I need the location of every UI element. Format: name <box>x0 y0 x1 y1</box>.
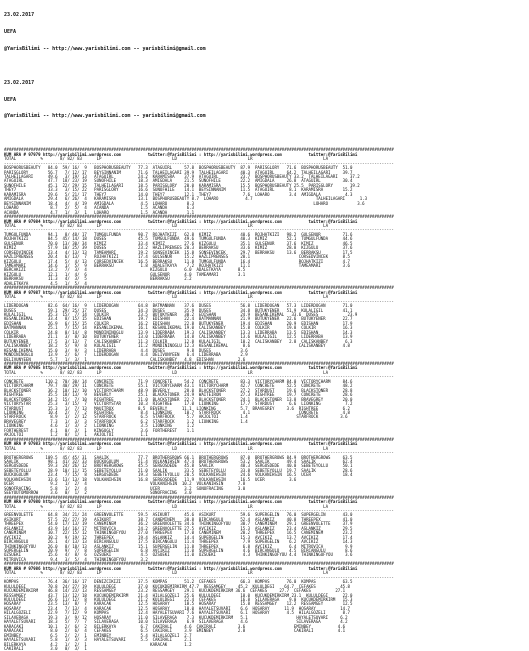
separator-dash: ---------------------------------------------------------------------------------------------------------------------------------------------------------------- <box>4 227 394 233</box>
race-column-header: TOTAL % 8/ 82/ 83 LP LD LR LA <box>4 570 329 576</box>
race-row: SONOFRACING 5.8 1/ 2/ 4 UCER 3.2 SONOFRACING 3.0 <box>4 485 246 491</box>
race-title: KUM ARA # 97979 http://yarisbilimi.wordpress.com twitter:@YarisBilimi : http://yarisbilimi.wordpress.com twitter:@YarisBilimi <box>4 151 358 157</box>
race-row: CORSEDVINCEK 23.4 4/ 13/ 13 TAMEAMARI 19.2 SONSEVINCEK 15.8 SONSEVINCEK 29.7 BERRAKSU 13.6 BERRAKSU 17.5 <box>4 249 353 255</box>
race-row: ACANDA 4.7 1/ 3/ 1 LOHARO 1.5 ACANDA 1.1 <box>4 209 195 215</box>
race-row: BILERKAYA 4.2 1/ 2/ 1 KARACAK 1.2 <box>4 641 192 647</box>
race-title: KUM ARA # 97980 http://yarisbilimi.wordpress.com twitter:@YarisBilimi : http://yarisbilimi.wordpress.com twitter:@YarisBilimi <box>4 499 358 505</box>
separator-rule: ################################################################################################################################################################ <box>4 361 394 366</box>
race-row: LIONKING 4.6 1/ 3/ 2 LIONKING 3.5 LIONKING 1.2 <box>4 423 195 429</box>
race-row: KARACAKI 10.1 2/ 6/ 2 BILERKAYA 6.7 CAKIRALI 4.6 CAKIRALI 3.6 EMINBEY 4.6 <box>4 623 346 629</box>
race-row: HAZLIPRENSES 20.4 6/ 13/ 7 ROJHATKIZI 17.4 GULSENUR 15.2 HAZLIPRENSES 20.1 CORSEDVINCEK 8.5 <box>4 254 350 260</box>
race-row: KIMIZ 57.9 10/ 25/ 39 DUSES 23.2 HAZLIPRENSES 20.3 BERRAKSU 33.6 KIMIZ 28.8 KIZGULU 37.6 <box>4 245 353 251</box>
race-row: VOLKANIHSIN 33.6 13/ 13/ 18 VOLKANIHSIN 16.8 SERGOSDEDE 11.9 VOLKANIHSIN 16.5 UCER 3.6 <box>4 476 297 482</box>
race-row: ADALETKAYA 4.5 1/ 5/ 4 <box>4 280 87 286</box>
race-row: ASIKURT 57.5 22/ 27/ 19 ASIKURT 38.7 CANEMINEM 38.8 BIRCANGULU 52.4 ASLANKIZ 40.8 THREEPEX 41.0 <box>4 516 353 522</box>
race-row: THREEPEX 54.0 17/ 13/ 19 CANEMINEM 36.2 GREENVOLETTE 34.6 THINKINGOFYOU 30.7 CANEMINEM 29.1 GREENVOLETTE 37.9 <box>4 521 353 527</box>
race-row: SEBETEYOLLU 28.9 10/ 11/ 15 SEBETEYOLLU 21.0 SAALIK 33.5 SEBETEYOLLU 33.8 SEBETEYOLLU 19.7 SAALIK 28.6 <box>4 467 353 473</box>
race-title: KUM ARA # 97983 http://yarisbilimi.wordpress.com twitter:@YarisBilimi : http://yarisbilimi.wordpress.com twitter:@YarisBilimi <box>4 441 358 447</box>
race-row: ASLANKIZ 43.9 14/ 16/ 17 MITROVICA 24.2 GREENVOLETTE 27.5 AVCIKIZ 15.3 ASLANKIZ 23.4 ASLANKIZ 29.5 <box>4 525 353 531</box>
race-column-header: TOTAL % 8/ 82/ 83 LP LD LR LA <box>4 294 329 300</box>
separator-dash: ---------------------------------------------------------------------------------------------------------------------------------------------------------------- <box>4 160 394 166</box>
race-title: KUM ARA # 97985 http://yarisbilimi.wordpress.com twitter:@YarisBilimi : http://yarisbilimi.wordpress.com twitter:@YarisBilimi <box>4 365 358 371</box>
race-row: CONCRETE 110.2 70/ 30/ 14 CONCRETE 71.9 CONCRETE 54.2 CONCRETE 83.3 VICTORYCHARM 84.0 VICTORYCHARM 84.6 <box>4 378 353 384</box>
race-row: CAKIRALI 3.0 0/ 3/ 1 <box>4 646 87 651</box>
race-row: RESSAMGEY 43.7 13/ 12/ 18 KUCUKDEMIRKIRM 21.4 HILALGOZELI 25.6 KULULDEGI 18.0 KUCUKDEMIRKIRM 23.1 KULULDEGI 22.0 <box>4 592 353 598</box>
race-row: KUCUKDEMIRKIRM 46.8 14/ 23/ 13 RESSAMGEY 23.2 RESSAMGEY 29.1 KUCUKDEMIRKIRM 36.6 CEFAKES 27.7 CEFAKES 27.1 <box>4 588 346 594</box>
race-row: KULULDEGI 26.6 11/ 12/ 8 KULULDEGI 21.2 KULULDEGI 22.4 CEFAKES 16.8 SILAVERAGA 9.0 KUCUKDEMIRKIRM 15.3 <box>4 597 353 603</box>
race-row: BIRCANGULU 26.1 4/ 13/ 13 BIRCANGULU 17.5 BIRCANGULU 11.4 THREEPEX 7.9 SUPERGELIN 6.2 AVCIKIZ 14.3 <box>4 539 353 545</box>
race-row: BEYSINNANIM 18.4 4/ 4/ 19 AMIGDALA 4.5 LOHARO 8.3 LOHARO 3.6 <box>4 200 365 206</box>
race-column-header: TOTAL % 8/ 82/ 83 LP LD LR LA <box>4 445 329 451</box>
race-row: HOSARAY 23.4 7/ 13/ 4 KARACAK 12.5 HOSARAY 18.0 HAYALETSUVARI 6.6 HOSARAY 11.9 HOSARAY 14.7 <box>4 605 350 611</box>
document-header <box>0 0 529 148</box>
race-block <box>4 438 525 496</box>
race-row: OZSUEKI 15.6 4/ 8/ 6 OZSUEKI 4.5 OZSUEKI 11.0 OZSUEKI 4.3 THINKINGOFYOU 4.4 THINKINGOFYOU 3.6 <box>4 552 353 558</box>
race-row: FORTHEREST 4.1 0/ 3/ 1 KINGUGLY 3.6 FORTHEREST 1.1 <box>4 427 195 433</box>
race-row: GULSENUR 70.0 13/ 30/ 34 KIMIZ 33.4 KIMIZ 27.6 KIZGULU 35.1 GULSENUR 37.6 KIMIZ 46.5 <box>4 240 353 246</box>
race-row: UCER 9.2 1/ 2/ 4 VOLKANIHSIN 10.2 VOLKANIHSIN 7.8 <box>4 481 246 487</box>
race-row: SAALIK 98.1 41/ 32/ 33 BUCKUGULUM 51.4 VOLKANIHSIN 47.4 BROTHERGROWS 53.2 SAALIK 49.4 SAALIK 62.4 <box>4 458 353 464</box>
source-line-2: @YarisBilimi -- http://www.yarisbilimi.com -- yarisbilimi@gmail.com <box>4 113 206 120</box>
race-row: KESANLIKEMAL 33.4 8/ 15/ 15 EDISHAN 19.7 EDISHAN 22.4 BATMANNAN 21.9 BUTUKYENER 22.6 BUTUKYENER 22.7 <box>4 316 353 322</box>
race-block <box>4 215 525 286</box>
race-row: SUPERGELIN 20.9 9/ 7/ 8 SUPERGELIN 6.8 AVCIKIZ 11.0 SUPERGELIN 4.6 BIRCANGULU 4.5 BIRCANGULU 8.6 <box>4 548 353 554</box>
race-row: GREENVOLETTE 64.8 34/ 21/ 24 GREENVOLETTE 59.5 ASIKURT 45.6 ASIKURT 59.6 SUPERGELIN 76.0 SUPERGELIN 43.0 <box>4 512 353 518</box>
competition-line: UEFA <box>4 28 17 35</box>
separator-dash: ---------------------------------------------------------------------------------------------------------------------------------------------------------------- <box>4 574 394 580</box>
race-row: DELIVUNYEEN 5.7 1/ 3/ 1 CALISKANBEY 4.8 EDISHAN 2.6 <box>4 356 246 362</box>
race-row: STARFROCK 8.9 1/ 2/ 12 STARFROCK 6.5 STARFROCK 5.7 AKJOLTOI 1.4 STARFROCK 3.6 <box>4 414 348 420</box>
race-title: KUM ARA # 97987 http://yarisbilimi.wordpress.com twitter:@YarisBilimi : http://yarisbilimi.wordpress.com twitter:@YarisBilimi <box>4 289 358 295</box>
separator-rule: ################################################################################################################################################################ <box>4 147 394 153</box>
separator-rule: ################################################################################################################################################################ <box>4 285 394 291</box>
race-row: AMIGDALA 29.4 6/ 26/ 4 KARAMISRA 13.1 BOSPHORUSBEAUTY 8.7 LOHARO 4.7 TALHEILAGARI 1.3 <box>4 196 368 202</box>
race-row: LIDERDOGAN 82.6 64/ 16/ 9 LIDERDOGAN 64.8 BATMANNAN 37.6 DUSES 56.8 LIDERDOGAN 57.3 LIDERDOGAN 71.0 <box>4 303 353 309</box>
race-row: BERCAKIZI 13.2 7/ 3/ 4 KIZGULU 6.0 ADALETKAYA 8.5 <box>4 267 246 273</box>
race-row: BUTUKYENER 17.5 3/ 13/ 7 CALISKANBEY 11.3 COLKIR 12.8 KULALIGIL 10.2 CALISKANBEY 2.8 CALISKANBEY 6.3 <box>4 338 353 344</box>
race-row: KIZGULU 17.4 5/ 4/ 13 CORSEDVINCEK 16.5 BERRAKSU 11.8 TUMGULFUNDA 16.4 ROJHATKIZI 4.7 <box>4 258 350 264</box>
date-line-2: 23.02.2017 <box>4 79 35 86</box>
race-column-header: TOTAL % 8/ 82/ 83 LP LD LR LA <box>4 503 329 509</box>
race-row: KESANLIKEMAL 15.0 3/ 9/ 3 LIDERRABA 4.4 DUSES 9.8 DUSES 3.6 <box>4 347 248 353</box>
race-row: MITROVICA 9.4 3/ 5/ 4 THINKINGOFYOU 3.2 <box>4 556 148 562</box>
race-column-header: TOTAL % 8/ 82/ 83 LP LD LR LA <box>4 222 329 228</box>
race-block <box>4 362 525 438</box>
race-row: CANEMINEM 30.7 22/ 15/ 12 THINKINGOFYOU 27.0 THREEPEX 17.0 CANEMINEM 20.2 THREEPEX 16.5 CANEMINEM 23.2 <box>4 530 353 536</box>
race-list <box>0 148 529 651</box>
race-row: KIZGULU 12.1 1/ 4/ 6 GULSENUR 4.0 TAMEAMARI 3.1 <box>4 271 246 277</box>
race-row: EMINBEY 6.5 2/ 2/ 1 EMINBEY 5.4 HILALGOZELI 2.7 <box>4 632 192 638</box>
race-row: TUMGULFUNDA 94.1 8/ 48/ 17 TUMGULFUNDA 90.7 ROJHATKIZI 62.8 KIMIZ 40.6 ROJHATKIZI 98.2 GULSENUR 71.6 <box>4 231 353 237</box>
race-row: BLACKSTONER 34.2 15/ 7/ 10 RIGHTREE 21.0 BLACKSTONER 22.7 BLACKSTONER 24.1 BLACKSTONER 13.8 BRAVEGREY 20.0 <box>4 396 353 402</box>
race-row: BROTHERGROWS 109.5 45/ 45/ 31 SAALIK 77.7 BROTHERGROWS 66.1 BROTHERGROWS 87.0 BROTHERGROWS 84.9 BROTHERGROWS 63.5 <box>4 454 353 460</box>
race-row: VICTORYSTAR 25.3 3/ 15/ 7 VICTORYSTAR 10.3 RIGHTREE 17.0 LIONKING 17.7 STARDUST 6.6 LIONKING 7.2 <box>4 401 353 407</box>
race-row: PARISGLORY 56.7 7/ 12/ 17 BEYSINNANIM 71.6 TALHEILAGARI 39.9 TALHEILAGARI 40.3 ATAGUIRL 64.2 TALHEILAGARI 39.7 <box>4 169 353 175</box>
race-row: KULALIGIL 35.3 15/ 7/ 14 COLKIR 23.5 BUTUKYENER 30.2 EDISHAN 24.9 BESANLIKEMAL 33.6 DUSES 23.9 <box>4 312 358 318</box>
separator-rule: ################################################################################################################################################################ <box>4 436 394 442</box>
race-row: HILALGOZELI 22.9 7/ 12/ 9 KOMPAS 12.4 HAYALETSUVARI 7.6 HAYALETSUVARI 6.1 HOSARAY 4.5 HILALGOZELI 8.7 <box>4 610 350 616</box>
race-row: STARDUST 15.3 1/ 7/ 13 MAUITROX 8.5 BEVERLY 11.1 LIONKING 5.7 BRAVEGREY 3.6 RIGHTREE 6.2 <box>4 405 350 411</box>
race-row: HOSARAY 23.5 13/ 8/ 7 KARACAK 12.5 HOSARAY 18.5 HOSARAY 15.8 RESSAMGEY 12.2 RESSAMGEY 12.5 <box>4 601 353 607</box>
separator-rule: ################################################################################################################################################################ <box>4 214 394 220</box>
race-row: COLKIR 24.8 8/ 14/ 8 MONDININOGLU 13.9 LIDERRABA 19.3 CALISKANBEY 13.3 LIDERRABA 13.5 EDISHAN 14.3 <box>4 329 353 335</box>
race-row: TALHEILAGARI 49.6 3/ 19/ 13 ATAGUIRL 24.2 KARAMISRA 37.9 ATAGUIRL 23.7 BOSPHORUSBEAUTY 33.2 TALHEILAGARI 37.2 <box>4 173 360 179</box>
race-row: EDISHAN 26.9 6/ 15/ 15 COLKIR 16.2 EDISHAN 22.8 BUTUKYENER 19.4 EDISHAN 20.9 EDISHAN 17.9 <box>4 320 353 326</box>
race-row: SILAVERAGA 19.3 3/ 9/ 12 HOSARAY 11.0 SILAVERAGA 7.3 KUCUKDEMIRKIRM 5.1 HAYALETSUVARI 6.2 <box>4 614 348 620</box>
race-row: LIDERRABA 21.1 3/ 8/ 10 BUTUKYENER 13.0 LIDERRABA 14.8 CALISKANBEY 13.6 KULALIGIL 12.5 LIDERRABA 13.9 <box>4 334 353 340</box>
race-row: KOMPAS 76.4 36/ 16/ 17 DENIZCIKIZI 37.5 KOMPAS 51.2 CEFAKES 66.3 KOMPAS 76.0 KOMPAS 63.5 <box>4 579 353 585</box>
race-title: KUM ARA # 97986 http://yarisbilimi.wordpress.com twitter:@YarisBilimi : http://yarisbilimi.wordpress.com twitter:@YarisBilimi <box>4 565 358 571</box>
race-block <box>4 496 525 563</box>
race-row: AVCIKIZ 30.2 9/ 19/ 12 THREEPEX 19.4 ASLANKIZ 14.4 SUPERGELIN 15.3 AVCIKIZ 13.7 AVCIKIZ 17.4 <box>4 534 353 540</box>
separator-dash: ---------------------------------------------------------------------------------------------------------------------------------------------------------------- <box>4 298 394 304</box>
race-row: BUCKUGULUM 23.4 7/ 15/ 8 SERGOSDEDE 19.3 SEBETEYOLLU 20.5 VOLKANIHSIN 24.6 VOLKANIHSIN 16.5 UCER 18.4 <box>4 472 353 478</box>
race-row: VICTORYCHARM 79.7 40/ 29/ 11 CONCRETE 55.1 VICTORYCHARM 43.1 VICTORYCHARM 42.7 CONCRETE 52.5 CONCRETE 48.2 <box>4 383 353 389</box>
race-row: THEY7 33.3 3/ 15/ 22 PARISGLORY 16.6 SUNOFHILE 14.1 BEYSINNANIM 11.5 ATAGUIRL 8.1 KARAMISRA 15.2 <box>4 187 353 193</box>
race-row: RIGHTREE 35.5 18/ 13/ 9 BEVERLY 25.1 BLACKSTONER 24.9 WAITEIRON 27.3 RIGHTREE 19.7 CONCRETE 28.6 <box>4 392 353 398</box>
race-block <box>4 148 525 215</box>
race-block <box>4 286 525 362</box>
separator-rule: ################################################################################################################################################################ <box>4 561 394 567</box>
race-row: KARAMISRA 29.6 5/ 21/ 17 THEY7 14.0 THEY7 12.1 THEY7 7.6 LOHARO 3.4 AMIGDALA 4.3 <box>4 191 353 197</box>
race-row: SEEYOUTOMORROW 3.6 0/ 1/ 2 SONOFRACING 3.0 <box>4 490 192 496</box>
separator-rule: ################################################################################################################################################################ <box>4 494 394 500</box>
race-row: ATAGUIRL 47.7 18/ 23/ 19 SUNOFHILE 18.3 AMIGDALA 21.5 SUNOFHILE 22.2 AMIGDALA 26.8 ATAGUIRL 30.4 <box>4 178 353 184</box>
separator-dash: ---------------------------------------------------------------------------------------------------------------------------------------------------------------- <box>4 507 394 513</box>
race-row: BRAVEGREY 7.3 1/ 3/ 3 STARFROCK 6.2 STARFROCK 1.2 LIONKING 1.4 <box>4 418 248 424</box>
race-row: DUSES 59.1 29/ 25/ 17 DUSES 34.3 DUSES 35.9 DUSES 34.8 BUTUKYENER 51.9 KULALIGIL 41.1 <box>4 307 353 313</box>
race-row: BOSPHORUSBEAUTY 84.0 59/ 16/ 9 BOSPHORUSBEAUTY 77.3 ATAGUIRL 57.8 BOSPHORUSBEAUTY 87.9 PARISGLORY 71.6 BOSPHORUSBEAUTY 51.0 <box>4 165 353 171</box>
race-row: SUNOFHILE 45.1 22/ 29/ 15 TALHEILAGARI 18.5 PARISGLORY 20.0 KARAMISRA 15.5 BOSPHORUSBEAUTY 25.5 PARISGLORY 19.2 <box>4 182 360 188</box>
race-row: CALISKANBEY 18.2 5/ 9/ 8 KULALIGIL 11.2 MONDININOGLU 12.3 KESANLIKEMAL 8.6 CALISKANBEY 4.8 <box>4 343 350 349</box>
race-row: THINKINGOFYOU 26.0 8/ 18/ 13 ASLANKIZ 15.1 SUPERGELIN 11.8 THREEPEX 6.8 AVCIKIZ 6.4 MITROVICA 9.9 <box>4 543 353 549</box>
race-row: LOHARO 8.7 2/ 5/ 4 ACANDA 1.5 ACANDA 6.3 <box>4 205 195 211</box>
race-row: MONDININOGLU 13.9 2/ 6/ 7 LIDERDOGAN 4.4 DELIVUNYEEN 6.4 LIDERRABA 2.9 <box>4 352 248 358</box>
race-row: SERGOSDEDE 59.3 24/ 26/ 12 BROTHERGROWS 45.5 SERGOSDEDE 45.8 SAALIK 48.3 SERGOSDEDE 40.0 SEBETEYOLLU 50.1 <box>4 463 353 469</box>
race-block <box>4 562 525 651</box>
source-line: @YarisBilimi -- http://www.yarisbilimi.com -- yarisbilimi@gmail.com <box>4 45 206 52</box>
race-column-header: TOTAL % 8/ 82/ 83 LP LD LR LA <box>4 156 329 162</box>
race-row: TAMEAMARI 14.6 1/ 5/ 9 BERRAKSU 1.8 ADALETKAYA 7.2 ROJHATKIZI 11.1 TAMEAMARI 3.6 <box>4 263 350 269</box>
race-row: KULULDEGI 70.8 24/ 27/ 19 KULULDEGI 37.0 KUCUKDEMIRKIRM 47.7 RESSAMGEY 45.2 KULULDEGI 64.7 CEFAKES 45.8 <box>4 583 350 589</box>
race-row: HAYALETSUVARI 5.8 1/ 3/ 3 HAYALETSUVARI 5.5 CAKIRALI 2.1 <box>4 637 192 643</box>
race-column-header: TOTAL % 8/ 82/ 83 LP LD LR LA <box>4 369 329 375</box>
date-line: 23.02.2017 <box>4 12 35 19</box>
race-row: ROJHATKIZI 84.5 45/ 14/ 18 DUSES 45.5 TUMGULFUNDA 49.6 TUMGULFUNDA 40.3 KIMIZ 52.1 TUMGULFUNDA 44.6 <box>4 236 353 242</box>
race-row: BLACKSTONER 36.2 10/ 12/ 10 VICTORYCHARM 48.9 BEVERLY 28.0 BLACKSTONER 27.2 STARDUST 19.6 BLACKSTONER 28.8 <box>4 387 353 393</box>
race-row: BATMANNAN 25.1 7/ 15/ 14 KESANLIKEMAL 16.1 KESANLIKEMAL 19.0 CALISKANBEY 15.8 COLKIR 19.8 COLKIR 16.3 <box>4 325 353 331</box>
race-row: HAYALETSUVARI 18.3 5/ 7/ 7 SILAVERAGA 10.0 SILAVERAGA 6.9 SILAVERAGA 4.6 SILAVERAGA 4.2 <box>4 619 348 625</box>
competition-line-2: UEFA <box>4 96 17 103</box>
race-row: LIONKING 10.4 2/ 7/ 2 RIGHTREE 8.4 LIONKING 10.7 STARFROCK 4.1 CONCRETE 4.8 <box>4 409 350 415</box>
race-title: KUM ARA # 97984 http://yarisbilimi.wordpress.com twitter:@YarisBilimi : http://yarisbilimi.wordpress.com twitter:@YarisBilimi <box>4 218 358 224</box>
separator-dash: ---------------------------------------------------------------------------------------------------------------------------------------------------------------- <box>4 374 394 380</box>
race-row: AKJOLTOI 1.2 0/ 1/ 1 AKJOLTOI 1.1 <box>4 432 148 438</box>
separator-dash: ---------------------------------------------------------------------------------------------------------------------------------------------------------------- <box>4 450 394 456</box>
race-row: BERRAKSU 11.3 4/ 3/ 5 BERRAKSU 2.2 <box>4 276 192 282</box>
race-row: KARACAKI 8.0 2/ 6/ 4 CEFAKES 6.5 CAKIRALI 3.9 EMINBEY 2.8 CAKIRALI 4.1 <box>4 628 346 634</box>
